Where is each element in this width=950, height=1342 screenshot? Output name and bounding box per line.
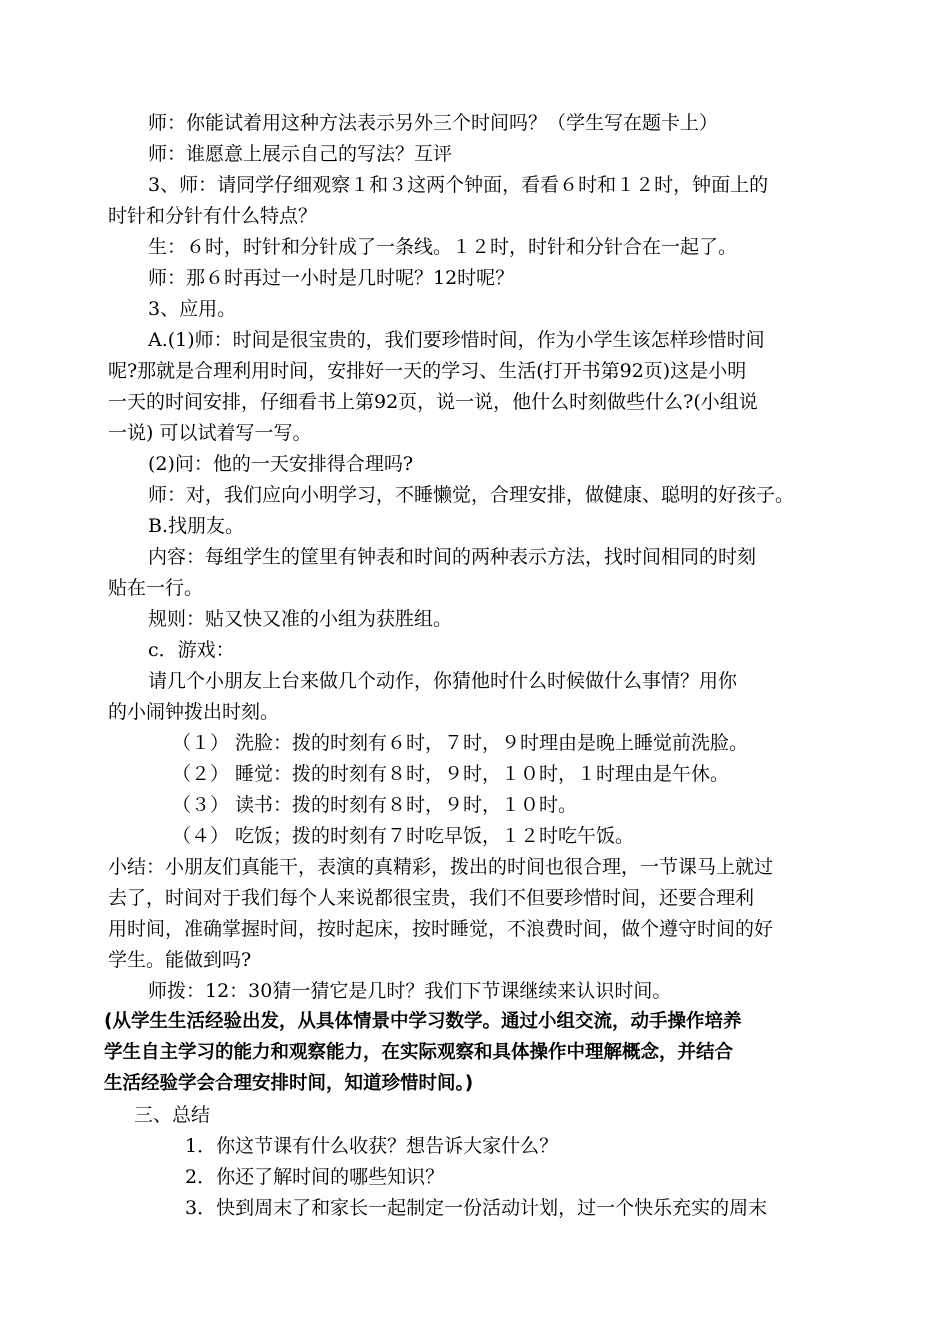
text-line: 师：那６时再过一小时是几时呢？12时呢？	[148, 267, 515, 289]
list-item: （３） 读书：拨的时刻有８时，９时，１０时。	[172, 794, 578, 816]
design-note: 学生自主学习的能力和观察能力，在实际观察和具体操作中理解概念，并结合	[104, 1042, 734, 1063]
text-line: 规则：贴又快又准的小组为获胜组。	[148, 608, 453, 630]
design-note: (从学生生活经验出发，从具体情景中学习数学。通过小组交流，动手操作培养	[104, 1011, 742, 1032]
text-line: 师：对，我们应向小明学习，不睡懒觉，合理安排，做健康、聪明的好孩子。	[148, 484, 795, 506]
section-heading: 3、应用。	[148, 298, 237, 320]
text-line: 师拨：12：30猜一猜它是几时？我们下节课继续来认识时间。	[148, 980, 672, 1002]
text-line: A.(1)师：时间是很宝贵的，我们要珍惜时间，作为小学生该怎样珍惜时间	[148, 329, 765, 351]
design-note: 生活经验学会合理安排时间，知道珍惜时间。)	[104, 1073, 474, 1094]
list-item: （１） 洗脸：拨的时刻有６时，７时，９时理由是晚上睡觉前洗脸。	[172, 732, 749, 754]
text-line: 3、师：请同学仔细观察１和３这两个钟面，看看６时和１２时，钟面上的	[148, 174, 769, 196]
text-line: 呢?那就是合理利用时间，安排好一天的学习、生活(打开书第92页)这是小明	[108, 360, 747, 382]
text-line: 学生。能做到吗?	[108, 949, 252, 971]
list-item: 2．你还了解时间的哪些知识？	[185, 1166, 445, 1188]
text-line: 生：６时，时针和分针成了一条线。１２时，时针和分针合在一起了。	[148, 236, 738, 258]
text-line: (2)问：他的一天安排得合理吗?	[148, 453, 414, 475]
text-line: c．游戏：	[148, 639, 235, 661]
list-item: （２） 睡觉：拨的时刻有８时，９时，１０时，１时理由是午休。	[172, 763, 730, 785]
text-line: 一天的时间安排，仔细看书上第92页，说一说，他什么时刻做些什么?(小组说	[108, 391, 758, 413]
text-line: 的小闹钟拨出时刻。	[108, 701, 280, 723]
text-line: 小结：小朋友们真能干，表演的真精彩，拨出的时间也很合理，一节课马上就过	[108, 856, 774, 878]
text-line: 内容：每组学生的筐里有钟表和时间的两种表示方法，找时间相同的时刻	[148, 546, 757, 568]
text-line: 师：你能试着用这种方法表示另外三个时间吗？（学生写在题卡上）	[148, 112, 719, 134]
list-item: （４） 吃饭；拨的时刻有７时吃早饭，１２时吃午饭。	[172, 825, 635, 847]
list-item: 1．你这节课有什么收获？想告诉大家什么？	[185, 1135, 559, 1157]
text-line: B.找朋友。	[148, 515, 245, 537]
text-line: 师：谁愿意上展示自己的写法？互评	[148, 143, 453, 165]
list-item: 3．快到周末了和家长一起制定一份活动计划，过一个快乐充实的周末	[185, 1197, 768, 1219]
text-line: 用时间，准确掌握时间，按时起床，按时睡觉，不浪费时间，做个遵守时间的好	[108, 918, 774, 940]
text-line: 去了，时间对于我们每个人来说都很宝贵，我们不但要珍惜时间，还要合理利	[108, 887, 755, 909]
section-heading: 三、总结	[134, 1104, 211, 1126]
text-line: 一说) 可以试着写一写。	[108, 422, 312, 444]
text-line: 时针和分针有什么特点？	[108, 205, 318, 227]
text-line: 请几个小朋友上台来做几个动作，你猜他时什么时候做什么事情？用你	[148, 670, 738, 692]
text-line: 贴在一行。	[108, 577, 204, 599]
